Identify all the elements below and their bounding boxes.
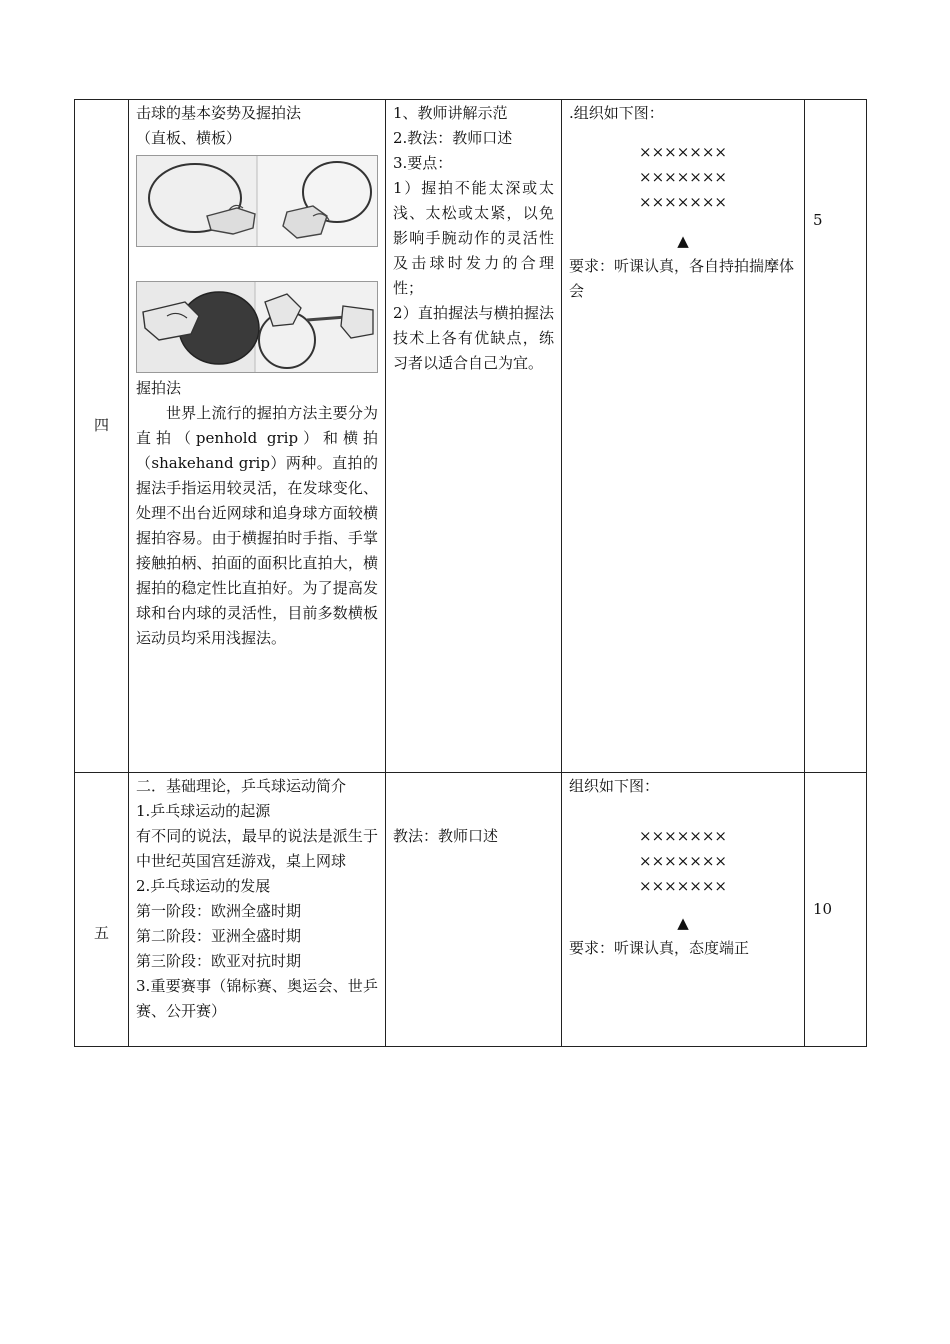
- method-line: 教法：教师口述: [393, 827, 499, 845]
- formation-row: ×××××××: [639, 877, 727, 895]
- content-line: 二．基础理论，乒乓球运动简介: [136, 777, 347, 795]
- content-cell: [129, 773, 386, 1047]
- time-minutes: 5: [813, 211, 823, 229]
- time-minutes: 10: [813, 900, 833, 918]
- formation-row: ×××××××: [639, 852, 727, 870]
- content-cell: [129, 100, 386, 773]
- formation-row: ×××××××: [639, 143, 727, 161]
- section-number-cell: [75, 773, 129, 1047]
- table-row: [75, 773, 867, 1047]
- formation-row: ×××××××: [639, 193, 727, 211]
- section-number-cell: [75, 100, 129, 773]
- method-line: 1）握拍不能太深或太浅、太松或太紧，以免影响手腕动作的灵活性及击球时发力的合理性；: [393, 179, 554, 297]
- method-cell: [386, 773, 562, 1047]
- table-row: [75, 100, 867, 773]
- method-line: 2）直拍握法与横拍握法技术上各有优缺点，练习者以适合自己为宜。: [393, 304, 554, 372]
- content-line: 1.乒乓球运动的起源: [136, 802, 271, 820]
- lesson-plan-table: [74, 99, 867, 1047]
- content-line: 第三阶段：欧亚对抗时期: [136, 952, 302, 970]
- time-cell: [805, 100, 867, 773]
- content-subtitle: （直板、横板）: [136, 129, 242, 147]
- grip-description-paragraph: 世界上流行的握拍方法主要分为直拍（penhold grip）和横拍（shakehand grip）两种。直拍的握法手指运用较灵活，在发球变化、处理不出台近网球和追身球方面较横握拍容易。由于横握拍时手指、手掌接触拍柄、拍面的面积比直拍大，横握拍的稳定性比直拍好。为了提高发球和台内球的灵活性，目前多数横板运动员均采用浅握法。: [136, 404, 378, 647]
- student-formation: [569, 140, 797, 215]
- section-number: 五: [93, 924, 109, 942]
- content-line: 2.乒乓球运动的发展: [136, 877, 271, 895]
- section-number: 四: [93, 415, 109, 434]
- image-caption: 握拍法: [136, 379, 182, 397]
- method-cell: [386, 100, 562, 773]
- student-formation: [569, 824, 797, 899]
- formation-row: ×××××××: [639, 827, 727, 845]
- penhold-grip-photo: [136, 155, 378, 247]
- organization-heading: 组织如下图：: [569, 777, 660, 795]
- time-cell: [805, 773, 867, 1047]
- organization-requirement: 要求：听课认真，各自持拍揣摩体会: [569, 257, 795, 300]
- content-title: 击球的基本姿势及握拍法: [136, 104, 302, 122]
- method-line: 3.要点：: [393, 154, 453, 172]
- content-line: 3.重要赛事（锦标赛、奥运会、世乒赛、公开赛）: [136, 977, 378, 1020]
- method-line: 2.教法：教师口述: [393, 129, 513, 147]
- organization-requirement: 要求：听课认真，态度端正: [569, 939, 750, 957]
- method-line: 1、教师讲解示范: [393, 104, 508, 122]
- organization-cell: [562, 100, 805, 773]
- organization-cell: [562, 773, 805, 1047]
- content-line: 有不同的说法，最早的说法是派生于中世纪英国宫廷游戏，桌上网球: [136, 827, 378, 870]
- teacher-marker-icon: ▲: [677, 232, 689, 250]
- teacher-marker-icon: ▲: [677, 914, 689, 932]
- formation-row: ×××××××: [639, 168, 727, 186]
- content-line: 第一阶段：欧洲全盛时期: [136, 902, 302, 920]
- organization-heading: .组织如下图：: [569, 104, 664, 122]
- content-line: 第二阶段：亚洲全盛时期: [136, 927, 302, 945]
- shakehand-grip-photo: [136, 281, 378, 373]
